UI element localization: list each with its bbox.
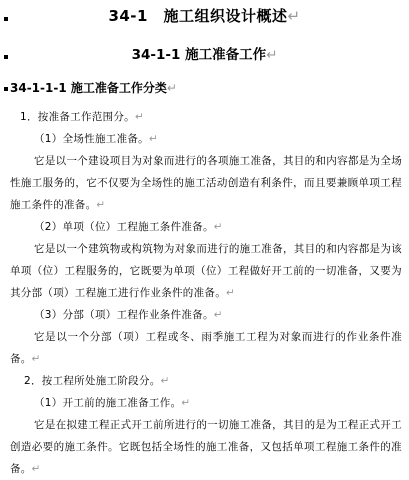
paragraph-mark: ↵ [266,47,278,63]
paragraph [34,128,409,150]
bullet [4,87,8,91]
paragraph-mark: ↵ [96,199,106,211]
paragraph-text: （1）全场性施工准备。 [34,133,149,145]
paragraph-text: （3）分部（项）工程作业条件准备。 [34,309,214,321]
heading-level3 [10,79,177,96]
paragraph [10,238,402,304]
paragraph-text: 1．按准备工作范围分。 [20,111,135,123]
heading-level2 [0,43,409,63]
heading-level3-text: 34-1-1-1 施工准备工作分类 [10,81,167,95]
paragraph-text: （2）单项（位）工程施工条件准备。 [34,221,214,233]
paragraph-mark: ↵ [213,221,223,233]
paragraph-mark: ↵ [226,287,236,299]
paragraph [10,326,402,370]
paragraph-text: 它是以一个建设项目为对象而进行的各项施工准备，其目的和内容都是为全场性施工服务的，它不仅要为全场性的施工活动创造有利条件，而且要兼顾单项工程施工条件的准备。 [10,155,402,211]
paragraph [34,304,409,326]
paragraph-mark: ↵ [31,353,41,365]
paragraph-text: 它是在拟建工程正式开工前所进行的一切施工准备，其目的是为工程正式开工创造必要的施工条件。它既包括全场性的施工准备，又包括单项工程施工条件的准备。 [10,419,402,475]
paragraph-text: （1）开工前的施工准备工作。 [34,397,182,409]
paragraph-mark: ↵ [213,309,223,321]
paragraph-text: 它是以一个分部（项）工程或冬、雨季施工工程为对象而进行的作业条件准备。 [10,331,402,365]
paragraph [20,106,409,128]
paragraph-text: 它是以一个建筑物或构筑物为对象而进行的施工准备，其目的和内容都是为该单项（位）工程服务的，它既要为单项（位）工程做好开工前的一切准备，又要为其分部（项）工程施工进行作业条件的准备。 [10,243,402,299]
paragraph-text: 2．按工程所处施工阶段分。 [24,375,161,387]
paragraph-mark: ↵ [287,7,301,25]
paragraph [34,216,409,238]
heading-level2-text: 34-1-1 施工准备工作 [131,47,267,63]
paragraph-mark: ↵ [160,375,170,387]
paragraph-mark: ↵ [134,111,145,123]
paragraph [24,370,409,392]
paragraph [10,414,402,480]
paragraph-mark: ↵ [148,133,159,145]
heading-level1-text: 34-1 施工组织设计概述 [108,7,288,25]
heading-level1 [0,5,409,26]
paragraph [10,150,402,216]
paragraph-mark: ↵ [181,397,191,409]
paragraph-mark: ↵ [166,81,177,95]
paragraph-mark: ↵ [31,463,41,475]
paragraph [34,392,409,414]
